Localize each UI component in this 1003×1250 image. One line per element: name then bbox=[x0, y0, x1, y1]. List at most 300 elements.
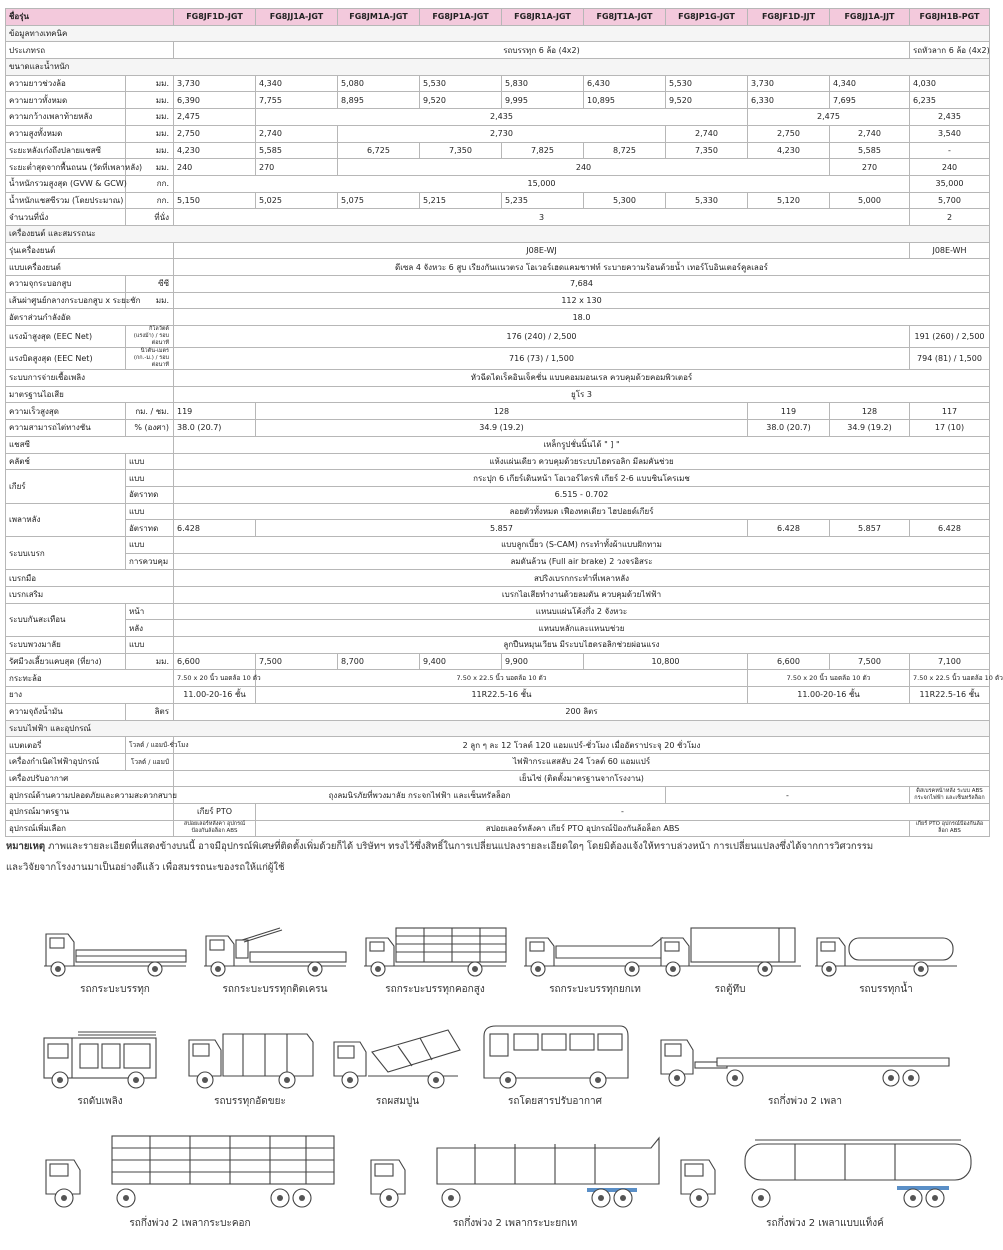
row-gear bbox=[6, 470, 990, 487]
row-type bbox=[6, 42, 990, 59]
spec-table bbox=[5, 8, 1003, 837]
row-label: ความจุถังน้ำมัน bbox=[6, 703, 126, 720]
row-label: เบรกมือ bbox=[6, 570, 174, 587]
row-unit: มม. bbox=[126, 653, 174, 670]
cell: 5,000 bbox=[830, 192, 910, 209]
truck-caption: รถกระบะบรรทุกติดเครน bbox=[222, 984, 328, 995]
row-sublabel: หน้า bbox=[126, 603, 174, 620]
row-label: เบรกเสริม bbox=[6, 587, 174, 604]
cell: 4,030 bbox=[910, 75, 990, 92]
semi-dump-trailer-icon bbox=[365, 1130, 665, 1214]
row-label: ความจุกระบอกสูบ bbox=[6, 276, 126, 293]
cell: 6.428 bbox=[748, 520, 830, 537]
cell: 6,430 bbox=[584, 75, 666, 92]
cell: 176 (240) / 2,500 bbox=[174, 326, 910, 348]
header-label: ชื่อรุ่น bbox=[6, 9, 174, 26]
section-dims: ขนาดและน้ำหนัก bbox=[6, 59, 990, 76]
row-label: อุปกรณ์ด้านความปลอดภัยและความสะดวกสบาย bbox=[6, 787, 174, 804]
cell: 10,800 bbox=[584, 653, 748, 670]
model-header: FG8JJ1A-JGT bbox=[256, 9, 338, 26]
row-label: มาตรฐานไอเสีย bbox=[6, 386, 174, 403]
cell: แหนบแผ่นโค้งกึ่ง 2 จังหวะ bbox=[174, 603, 990, 620]
row-unit: มม. bbox=[126, 125, 174, 142]
truck-caption: รถดับเพลิง bbox=[77, 1096, 123, 1107]
cell: 4,340 bbox=[256, 75, 338, 92]
cell: 7.50 x 22.5 นิ้ว นอตล้อ 10 ตัว bbox=[256, 670, 748, 687]
cell: 4,340 bbox=[830, 75, 910, 92]
cell: เบรกไอเสียทำงานด้วยลมดัน ควบคุมด้วยไฟฟ้า bbox=[174, 587, 990, 604]
cell: 6,600 bbox=[174, 653, 256, 670]
row-label: ระบบพวงมาลัย bbox=[6, 637, 126, 654]
cell: - bbox=[910, 142, 990, 159]
crane-truck-icon bbox=[200, 922, 350, 980]
cell: 5,530 bbox=[420, 75, 502, 92]
cell: 7,684 bbox=[174, 276, 990, 293]
row-label: น้ำหนักรวมสูงสุด (GVW & GCW) bbox=[6, 175, 126, 192]
cell: 270 bbox=[256, 159, 338, 176]
row-label: คลัตช์ bbox=[6, 453, 126, 470]
cell: 8,725 bbox=[584, 142, 666, 159]
cell: J08E-WJ bbox=[174, 242, 910, 259]
row-unit: มม. bbox=[126, 109, 174, 126]
fire-truck-icon bbox=[38, 1022, 163, 1092]
row-displacement bbox=[6, 276, 990, 293]
section-electric: ระบบไฟฟ้า และอุปกรณ์ bbox=[6, 720, 990, 737]
row-emission bbox=[6, 386, 990, 403]
truck-garbage bbox=[180, 1022, 320, 1109]
cell: แหนบหลักและแหนบช่วย bbox=[174, 620, 990, 637]
row-label: ระยะหลังเก๋งถึงปลายแชสซี bbox=[6, 142, 126, 159]
cell: 8,895 bbox=[338, 92, 420, 109]
row-alternator bbox=[6, 753, 990, 770]
cell: 5,075 bbox=[338, 192, 420, 209]
row-label: เพลาหลัง bbox=[6, 503, 126, 536]
section-row bbox=[6, 59, 990, 76]
row-sublabel: อัตราทด bbox=[126, 520, 174, 537]
row-gvw bbox=[6, 175, 990, 192]
cell: 5,120 bbox=[748, 192, 830, 209]
section-engine: เครื่องยนต์ และสมรรถนะ bbox=[6, 225, 990, 242]
row-clutch bbox=[6, 453, 990, 470]
cell: 128 bbox=[830, 403, 910, 420]
cell: 7,755 bbox=[256, 92, 338, 109]
cell: 112 x 130 bbox=[174, 292, 990, 309]
cell: 2,740 bbox=[256, 125, 338, 142]
flatbed-truck-icon bbox=[40, 922, 190, 980]
cell: เกียร์ PTO bbox=[174, 803, 256, 820]
cell: 11.00-20-16 ชั้น bbox=[748, 687, 910, 704]
truck-caption: รถบรรทุกน้ำ bbox=[859, 984, 913, 995]
row-label: เส้นผ่าศูนย์กลางกระบอกสูบ x ระยะชัก bbox=[6, 292, 126, 309]
cell: สปอยเลอร์หลังคา อุปกรณ์ป้องกันล้อล็อก ABS bbox=[174, 820, 256, 837]
cell: เย็นไซ่ (ติดตั้งมาตรฐานจากโรงงาน) bbox=[174, 770, 990, 787]
cell: 9,400 bbox=[420, 653, 502, 670]
cell: 5,700 bbox=[910, 192, 990, 209]
cell: 117 bbox=[910, 403, 990, 420]
water-truck-icon bbox=[811, 922, 961, 980]
truck-caption: รถกระบะบรรทุกคอกสูง bbox=[385, 984, 485, 995]
row-width bbox=[6, 109, 990, 126]
truck-box bbox=[650, 922, 810, 997]
row-sublabel: แบบ bbox=[126, 470, 174, 487]
cell: ไฟฟ้ากระแสสลับ 24 โวลต์ 60 แอมแปร์ bbox=[174, 753, 990, 770]
cell: 5,530 bbox=[666, 75, 748, 92]
cell: 35,000 bbox=[910, 175, 990, 192]
row-axle bbox=[6, 142, 990, 159]
cell: 2,740 bbox=[666, 125, 748, 142]
cell: 6,390 bbox=[174, 92, 256, 109]
cell: 2 bbox=[910, 209, 990, 226]
cell: 2,475 bbox=[174, 109, 256, 126]
truck-caption: รถกึ่งพ่วง 2 เพลากระบะคอก bbox=[129, 1218, 251, 1229]
semi-tank-trailer-icon bbox=[675, 1130, 975, 1214]
row-unit: กม. / ชม. bbox=[126, 403, 174, 420]
cell: สปริงเบรกกระทำที่เพลาหลัง bbox=[174, 570, 990, 587]
truck-high-rack bbox=[355, 922, 515, 997]
row-sublabel: หลัง bbox=[126, 620, 174, 637]
row-engine-model bbox=[6, 242, 990, 259]
cell: หัวฉีดไดเร็คอินเจ็คชั่น แบบคอมมอนเรล ควบคุมด้วยคอมพิวเตอร์ bbox=[174, 370, 990, 387]
row-unit: กก. bbox=[126, 175, 174, 192]
row-speed bbox=[6, 403, 990, 420]
cell: - bbox=[256, 803, 990, 820]
cell: เหล็กรูปชั่นนิ้นได้ " ] " bbox=[174, 436, 990, 453]
row-unit: มม. bbox=[126, 159, 174, 176]
row-gear-ratio bbox=[6, 486, 990, 503]
cell: 7,350 bbox=[666, 142, 748, 159]
row-standard bbox=[6, 803, 990, 820]
cell: 11.00-20-16 ชั้น bbox=[174, 687, 256, 704]
row-unit: มม. bbox=[126, 292, 174, 309]
cell: 2,750 bbox=[748, 125, 830, 142]
cell: 5,330 bbox=[666, 192, 748, 209]
cell: 2,475 bbox=[748, 109, 910, 126]
cell: สปอยเลอร์หลังคา เกียร์ PTO อุปกรณ์ป้องกันล้อล็อก ABS bbox=[256, 820, 910, 837]
cell: 9,520 bbox=[666, 92, 748, 109]
row-unit: โวลต์ / แอมป์ bbox=[126, 753, 174, 770]
cell: 4,230 bbox=[748, 142, 830, 159]
cell: 5.857 bbox=[830, 520, 910, 537]
row-height bbox=[6, 125, 990, 142]
row-label: ความยาวช่วงล้อ bbox=[6, 75, 126, 92]
semi-rack-trailer-icon bbox=[40, 1130, 340, 1214]
row-label: ยาง bbox=[6, 687, 174, 704]
cell: 240 bbox=[338, 159, 830, 176]
model-header: FG8JJ1A-JJT bbox=[830, 9, 910, 26]
row-unit: ที่นั่ง bbox=[126, 209, 174, 226]
row-brake bbox=[6, 536, 990, 553]
row-label: แรงบิดสูงสุด (EEC Net) bbox=[6, 348, 126, 370]
row-safety bbox=[6, 787, 990, 804]
truck-caption: รถกระบะบรรทุกยกเท bbox=[549, 984, 641, 995]
cell: 6,725 bbox=[338, 142, 420, 159]
cell: 17 (10) bbox=[910, 420, 990, 437]
cell: 270 bbox=[830, 159, 910, 176]
row-label: ความเร็วสูงสุด bbox=[6, 403, 126, 420]
row-turning bbox=[6, 653, 990, 670]
row-weight bbox=[6, 192, 990, 209]
cell: กระปุก 6 เกียร์เดินหน้า โอเวอร์ไดรฟ์ เกียร์ 2-6 แบบซินโครเมช bbox=[174, 470, 990, 487]
truck-semi-tank bbox=[670, 1130, 980, 1231]
cell: 34.9 (19.2) bbox=[256, 420, 748, 437]
row-label: ระบบเบรก bbox=[6, 536, 126, 569]
cell: 6.428 bbox=[174, 520, 256, 537]
cell: 2,730 bbox=[338, 125, 666, 142]
cell: 11R22.5-16 ชั้น bbox=[256, 687, 748, 704]
row-grade bbox=[6, 420, 990, 437]
cell: 5,300 bbox=[584, 192, 666, 209]
row-unit: ซีซี bbox=[126, 276, 174, 293]
high-rack-truck-icon bbox=[360, 922, 510, 980]
truck-flatbed bbox=[35, 922, 195, 997]
truck-semi-dump bbox=[360, 1130, 670, 1231]
cell: 6,235 bbox=[910, 92, 990, 109]
cell: 9,900 bbox=[502, 653, 584, 670]
mixer-truck-icon bbox=[328, 1022, 468, 1092]
row-power bbox=[6, 326, 990, 348]
truck-caption: รถกึ่งพ่วง 2 เพลากระบะยกเท bbox=[452, 1218, 578, 1229]
cell: 5,150 bbox=[174, 192, 256, 209]
cell: 5.857 bbox=[256, 520, 748, 537]
row-fuel bbox=[6, 370, 990, 387]
cell: 7.50 x 22.5 นิ้ว นอตล้อ 10 ตัว bbox=[910, 670, 990, 687]
cell: 7.50 x 20 นิ้ว นอตล้อ 10 ตัว bbox=[174, 670, 256, 687]
cell: 5,215 bbox=[420, 192, 502, 209]
cell: รถหัวลาก 6 ล้อ (4x2) bbox=[910, 42, 990, 59]
cell: 3 bbox=[174, 209, 910, 226]
cell: 7.50 x 20 นิ้ว นอตล้อ 10 ตัว bbox=[748, 670, 910, 687]
cell: เกียร์ PTO อุปกรณ์ป้องกันล้อล็อก ABS bbox=[910, 820, 990, 837]
row-label: กระทะล้อ bbox=[6, 670, 174, 687]
cell: 11R22.5-16 ชั้น bbox=[910, 687, 990, 704]
cell: 38.0 (20.7) bbox=[748, 420, 830, 437]
cell: 7,825 bbox=[502, 142, 584, 159]
cell: 10,895 bbox=[584, 92, 666, 109]
model-header: FG8JR1A-JGT bbox=[502, 9, 584, 26]
row-label: ความกว้างเพลาท้ายหลัง bbox=[6, 109, 126, 126]
row-rear-axle bbox=[6, 503, 990, 520]
cell: 15,000 bbox=[174, 175, 910, 192]
row-unit: ลิตร bbox=[126, 703, 174, 720]
cell: ลูกปืนหมุนเวียน มีระบบไฮดรอลิกช่วยผ่อนแรง bbox=[174, 637, 990, 654]
row-unit: กก. bbox=[126, 192, 174, 209]
model-header: FG8JM1A-JGT bbox=[338, 9, 420, 26]
truck-caption: รถกึ่งพ่วง 2 เพลาแบบแท็งค์ bbox=[766, 1218, 884, 1229]
row-label: แชสซี bbox=[6, 436, 174, 453]
row-label: ระยะต่ำสุดจากพื้นถนน (วัดที่เพลาหลัง) bbox=[6, 159, 126, 176]
cell: 119 bbox=[748, 403, 830, 420]
cell: J08E-WH bbox=[910, 242, 990, 259]
row-label: ความสูงทั้งหมด bbox=[6, 125, 126, 142]
row-label: แรงม้าสูงสุด (EEC Net) bbox=[6, 326, 126, 348]
cell: 191 (260) / 2,500 bbox=[910, 326, 990, 348]
cell: 240 bbox=[910, 159, 990, 176]
row-tire bbox=[6, 687, 990, 704]
row-label: ระบบการจ่ายเชื้อเพลิง bbox=[6, 370, 174, 387]
cell: 8,700 bbox=[338, 653, 420, 670]
row-label: จำนวนที่นั่ง bbox=[6, 209, 126, 226]
cell: 7,100 bbox=[910, 653, 990, 670]
row-label: แบตเตอรี่ bbox=[6, 737, 126, 754]
section-tech: ข้อมูลทางเทคนิค bbox=[6, 25, 990, 42]
truck-mixer bbox=[325, 1022, 470, 1109]
row-label: รุ่นเครื่องยนต์ bbox=[6, 242, 174, 259]
row-suspension-rear bbox=[6, 620, 990, 637]
row-label: อัตราส่วนกำลังอัด bbox=[6, 309, 174, 326]
cell: ลมดันล้วน (Full air brake) 2 วงจรอิสระ bbox=[174, 553, 990, 570]
truck-caption: รถกระบะบรรทุก bbox=[80, 984, 150, 995]
row-sublabel: การควบคุม bbox=[126, 553, 174, 570]
bus-icon bbox=[478, 1022, 633, 1092]
dump-truck-icon bbox=[520, 922, 670, 980]
cell: 9,520 bbox=[420, 92, 502, 109]
model-header: FG8JH1B-PGT bbox=[910, 9, 990, 26]
box-truck-icon bbox=[655, 922, 805, 980]
row-label: อุปกรณ์มาตรฐาน bbox=[6, 803, 174, 820]
cell: 128 bbox=[256, 403, 748, 420]
row-length bbox=[6, 92, 990, 109]
row-unit: มม. bbox=[126, 75, 174, 92]
row-chassis bbox=[6, 436, 990, 453]
cell: 2,435 bbox=[256, 109, 748, 126]
cell: แบบลูกเบี้ยว (S-CAM) กระทำทั้งผ้าแบบฝักทาม bbox=[174, 536, 990, 553]
truck-caption: รถบรรทุกอัดขยะ bbox=[214, 1096, 286, 1107]
remark-label: หมายเหตุ bbox=[6, 841, 46, 852]
cell: 200 ลิตร bbox=[174, 703, 990, 720]
row-label: รัศมีวงเลี้ยวแคบสุด (ที่ยาง) bbox=[6, 653, 126, 670]
remark-line2: และวิจัยจากโรงงานมาเป็นอย่างดีแล้ว เพื่อสมรรถนะของรถให้แก่ผู้ใช้ bbox=[6, 862, 285, 873]
row-label: ระบบกันสะเทือน bbox=[6, 603, 126, 636]
row-seats bbox=[6, 209, 990, 226]
cell: 9,995 bbox=[502, 92, 584, 109]
row-label: เครื่องปรับอากาศ bbox=[6, 770, 174, 787]
cell: ลอยตัวทั้งหมด เฟืองทดเดียว ไฮปอยด์เกียร์ bbox=[174, 503, 990, 520]
cell: ดิสเบรคหน้าหลัง ระบบ ABS กระจกไฟฟ้า และเซ็นทรัลล็อก bbox=[910, 787, 990, 804]
truck-caption: รถผสมปูน bbox=[375, 1096, 420, 1107]
cell: 34.9 (19.2) bbox=[830, 420, 910, 437]
row-unit: นิวตัน-เมตร (กก.-ม.) / รอบต่อนาที bbox=[126, 348, 174, 370]
row-unit: % (องศา) bbox=[126, 420, 174, 437]
cell: แห้งแผ่นเดียว ควบคุมด้วยระบบไฮดรอลิก มีลมคันช่วย bbox=[174, 453, 990, 470]
cell: 6,330 bbox=[748, 92, 830, 109]
row-sublabel: แบบ bbox=[126, 503, 174, 520]
row-suspension bbox=[6, 603, 990, 620]
truck-water bbox=[806, 922, 966, 997]
cell: ดีเซล 4 จังหวะ 6 สูบ เรียงกันแนวตรง โอเวอร์เฮดแคมชาฟท์ ระบายความร้อนด้วยน้ำ เทอร์โบอินเตอร์คูลเลอร์ bbox=[174, 259, 990, 276]
row-clear bbox=[6, 159, 990, 176]
model-header: FG8JP1A-JGT bbox=[420, 9, 502, 26]
section-row bbox=[6, 25, 990, 42]
cell: 2,740 bbox=[830, 125, 910, 142]
header-row bbox=[6, 9, 990, 26]
cell: 7,695 bbox=[830, 92, 910, 109]
cell: 794 (81) / 1,500 bbox=[910, 348, 990, 370]
row-bore bbox=[6, 292, 990, 309]
cell: 119 bbox=[174, 403, 256, 420]
cell: 2,435 bbox=[910, 109, 990, 126]
truck-caption: รถโดยสารปรับอากาศ bbox=[508, 1096, 602, 1107]
remark-note bbox=[6, 836, 994, 878]
row-label: แบบเครื่องยนต์ bbox=[6, 259, 174, 276]
row-unit: โวลต์ / แอมป์-ชั่วโมง bbox=[126, 737, 174, 754]
model-header: FG8JT1A-JGT bbox=[584, 9, 666, 26]
row-tank bbox=[6, 703, 990, 720]
section-row bbox=[6, 720, 990, 737]
row-label: เกียร์ bbox=[6, 470, 126, 503]
section-row bbox=[6, 225, 990, 242]
cell: 2,750 bbox=[174, 125, 256, 142]
remark-line1: ภาพและรายละเอียดที่แสดงข้างบนนี้ อาจมีอุปกรณ์พิเศษที่ติดตั้งเพิ่มด้วยก็ได้ บริษัทฯ ทรงไว้ซึ่งสิทธิ์ในการเปลี่ยนแปลงรายละเอียดใดๆ โดยมิต้องแจ้งให้ทราบล่วงหน้า การเปลี่ยนแปลงซึ่งได้จากการวิศวกรรม bbox=[48, 841, 874, 852]
cell: 6,600 bbox=[748, 653, 830, 670]
row-unit: มม. bbox=[126, 92, 174, 109]
row-sublabel: อัตราทด bbox=[126, 486, 174, 503]
row-sublabel: แบบ bbox=[126, 536, 174, 553]
row-battery bbox=[6, 737, 990, 754]
row-handbrake bbox=[6, 570, 990, 587]
row-unit: กิโลวัตต์ (แรงม้า) / รอบต่อนาที bbox=[126, 326, 174, 348]
cell: 240 bbox=[174, 159, 256, 176]
cell: 6.428 bbox=[910, 520, 990, 537]
row-compression bbox=[6, 309, 990, 326]
row-torque bbox=[6, 348, 990, 370]
cell: 7,500 bbox=[256, 653, 338, 670]
semi-trailer-icon bbox=[655, 1022, 955, 1092]
row-label: ความยาวทั้งหมด bbox=[6, 92, 126, 109]
cell: 3,730 bbox=[174, 75, 256, 92]
truck-fire bbox=[35, 1022, 165, 1109]
truck-semi-trailer bbox=[650, 1022, 960, 1109]
cell: ยูโร 3 bbox=[174, 386, 990, 403]
cell: - bbox=[666, 787, 910, 804]
cell: 3,540 bbox=[910, 125, 990, 142]
model-header: FG8JF1D-JGT bbox=[174, 9, 256, 26]
cell: 5,830 bbox=[502, 75, 584, 92]
row-wheelbase bbox=[6, 75, 990, 92]
cell: 6.515 - 0.702 bbox=[174, 486, 990, 503]
row-label: ประเภทรถ bbox=[6, 42, 174, 59]
row-brake-control bbox=[6, 553, 990, 570]
cell: 7,350 bbox=[420, 142, 502, 159]
truck-caption: รถกึ่งพ่วง 2 เพลา bbox=[768, 1096, 842, 1107]
cell: 3,730 bbox=[748, 75, 830, 92]
row-label: ความสามารถไต่ทางชัน bbox=[6, 420, 126, 437]
row-label: อุปกรณ์เพิ่มเลือก bbox=[6, 820, 174, 837]
cell: 38.0 (20.7) bbox=[174, 420, 256, 437]
cell: ถุงลมนิรภัยที่พวงมาลัย กระจกไฟฟ้า และเซ็นทรัลล็อก bbox=[174, 787, 666, 804]
row-unit: มม. bbox=[126, 142, 174, 159]
cell: 18.0 bbox=[174, 309, 990, 326]
cell: 7,500 bbox=[830, 653, 910, 670]
row-label: น้ำหนักแชสซีรวม (โดยประมาณ) bbox=[6, 192, 126, 209]
row-wheel bbox=[6, 670, 990, 687]
row-steering bbox=[6, 637, 990, 654]
row-sublabel: แบบ bbox=[126, 453, 174, 470]
row-rear-ratio bbox=[6, 520, 990, 537]
cell: 5,235 bbox=[502, 192, 584, 209]
cell: 5,585 bbox=[830, 142, 910, 159]
truck-semi-rack bbox=[35, 1130, 345, 1231]
cell: 5,585 bbox=[256, 142, 338, 159]
cell: รถบรรทุก 6 ล้อ (4x2) bbox=[174, 42, 910, 59]
row-optional bbox=[6, 820, 990, 837]
truck-caption: รถตู้ทึบ bbox=[714, 984, 746, 995]
row-sublabel: แบบ bbox=[126, 637, 174, 654]
model-header: FG8JF1D-JJT bbox=[748, 9, 830, 26]
row-label: เครื่องกำเนิดไฟฟ้าอุปกรณ์ bbox=[6, 753, 126, 770]
cell: 716 (73) / 1,500 bbox=[174, 348, 910, 370]
cell: 5,080 bbox=[338, 75, 420, 92]
truck-bus bbox=[475, 1022, 635, 1109]
